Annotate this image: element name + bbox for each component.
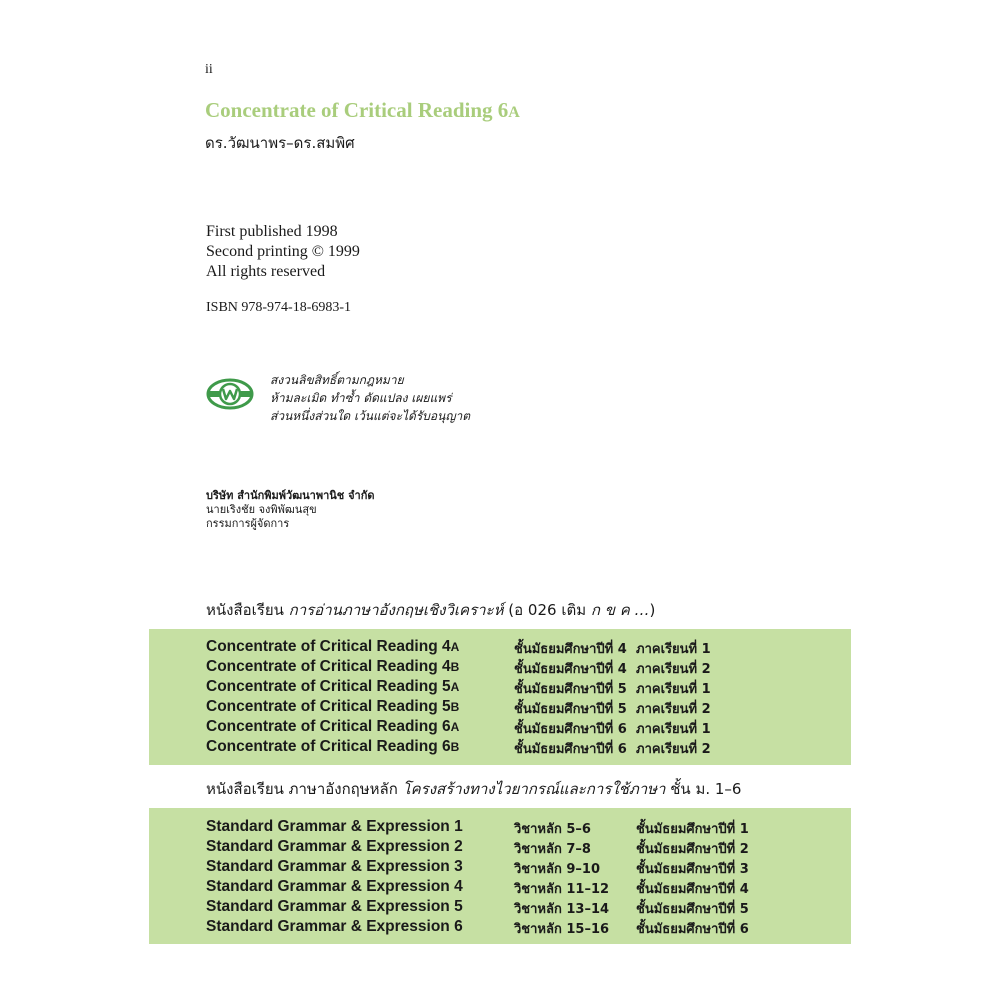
grade-level: ชั้นมัธยมศึกษาปีที่ 1 <box>636 822 749 837</box>
book-name: Concentrate of Critical Reading 5A <box>206 678 460 695</box>
list-item <box>149 718 851 738</box>
book-name: Standard Grammar & Expression 6 <box>206 918 463 935</box>
list-item <box>149 838 851 858</box>
list-item <box>149 878 851 898</box>
grade-level: ชั้นมัธยมศึกษาปีที่ 4 <box>514 642 627 657</box>
section-2-suffix: ชั้น ม. 1–6 <box>665 780 742 798</box>
publisher-logo-icon <box>206 378 254 410</box>
term: ภาคเรียนที่ 1 <box>636 642 711 657</box>
subject-code: วิชาหลัก 15–16 <box>514 922 610 937</box>
grade-level: ชั้นมัธยมศึกษาปีที่ 4 <box>514 662 627 677</box>
copyright-line-2: ห้ามละเมิด ทำซ้ำ ดัดแปลง เผยแพร่ <box>270 391 452 405</box>
page-number: ii <box>205 62 213 77</box>
section-1-italic: การอ่านภาษาอังกฤษเชิงวิเคราะห์ <box>288 601 504 619</box>
list-item <box>149 858 851 878</box>
second-printing: Second printing © 1999 <box>206 243 360 260</box>
section-1-suffix: ) <box>649 601 656 619</box>
list-item <box>149 638 851 658</box>
first-published: First published 1998 <box>206 223 338 240</box>
subject-code: วิชาหลัก 11–12 <box>514 882 610 897</box>
book-name: Concentrate of Critical Reading 6A <box>206 718 460 735</box>
grade-level: ชั้นมัธยมศึกษาปีที่ 5 <box>636 902 749 917</box>
grade-level: ชั้นมัธยมศึกษาปีที่ 5 <box>514 682 627 697</box>
term: ภาคเรียนที่ 1 <box>636 722 711 737</box>
grade-level: ชั้นมัธยมศึกษาปีที่ 6 <box>514 722 627 737</box>
grade-level: ชั้นมัธยมศึกษาปีที่ 4 <box>636 882 749 897</box>
book-title-main: Concentrate of Critical Reading 6 <box>205 98 509 122</box>
book-name: Concentrate of Critical Reading 5B <box>206 698 460 715</box>
subject-code: วิชาหลัก 13–14 <box>514 902 610 917</box>
section-1-list <box>149 629 851 765</box>
book-name: Standard Grammar & Expression 5 <box>206 898 463 915</box>
subject-code: วิชาหลัก 7–8 <box>514 842 591 857</box>
section-1-italic-2: ก ข ค … <box>590 601 650 619</box>
book-title <box>205 98 520 123</box>
publisher-block <box>206 489 375 531</box>
section-2-prefix: หนังสือเรียน ภาษาอังกฤษหลัก <box>206 780 403 798</box>
list-item <box>149 658 851 678</box>
term: ภาคเรียนที่ 2 <box>636 742 711 757</box>
copyright-line-3: ส่วนหนึ่งส่วนใด เว้นแต่จะได้รับอนุญาต <box>270 409 471 423</box>
copyright-line-1: สงวนลิขสิทธิ์ตามกฎหมาย <box>270 373 404 387</box>
publication-info <box>206 222 360 282</box>
list-item <box>149 898 851 918</box>
section-2-heading <box>206 777 741 801</box>
section-1-heading <box>206 598 655 622</box>
term: ภาคเรียนที่ 2 <box>636 662 711 677</box>
grade-level: ชั้นมัธยมศึกษาปีที่ 2 <box>636 842 749 857</box>
subject-code: วิชาหลัก 5–6 <box>514 822 591 837</box>
publisher-person: นายเริงชัย จงพิพัฒนสุข <box>206 503 317 516</box>
book-name: Standard Grammar & Expression 1 <box>206 818 463 835</box>
grade-level: ชั้นมัธยมศึกษาปีที่ 6 <box>636 922 749 937</box>
publisher-company: บริษัท สำนักพิมพ์วัฒนาพานิช จำกัด <box>206 489 375 502</box>
list-item <box>149 678 851 698</box>
term: ภาคเรียนที่ 2 <box>636 702 711 717</box>
book-name: Concentrate of Critical Reading 6B <box>206 738 460 755</box>
isbn: ISBN 978-974-18-6983-1 <box>206 300 352 315</box>
grade-level: ชั้นมัธยมศึกษาปีที่ 5 <box>514 702 627 717</box>
book-name: Standard Grammar & Expression 4 <box>206 878 463 895</box>
list-item <box>149 818 851 838</box>
list-item <box>149 738 851 758</box>
book-name: Concentrate of Critical Reading 4B <box>206 658 460 675</box>
rights-reserved: All rights reserved <box>206 263 326 280</box>
subject-code: วิชาหลัก 9–10 <box>514 862 600 877</box>
book-name: Concentrate of Critical Reading 4A <box>206 638 460 655</box>
authors: ดร.วัฒนาพร–ดร.สมพิศ <box>205 134 355 152</box>
section-1-prefix: หนังสือเรียน <box>206 601 289 619</box>
book-title-suffix: A <box>508 104 520 121</box>
book-name: Standard Grammar & Expression 3 <box>206 858 463 875</box>
section-2-italic: โครงสร้างทางไวยากรณ์และการใช้ภาษา <box>402 780 666 798</box>
grade-level: ชั้นมัธยมศึกษาปีที่ 3 <box>636 862 749 877</box>
list-item <box>149 698 851 718</box>
copyright-notice <box>270 371 470 425</box>
book-name: Standard Grammar & Expression 2 <box>206 838 463 855</box>
publisher-role: กรรมการผู้จัดการ <box>206 517 290 530</box>
section-2-list <box>149 808 851 944</box>
term: ภาคเรียนที่ 1 <box>636 682 711 697</box>
list-item <box>149 918 851 938</box>
section-1-middle: (อ 026 เติม <box>503 601 591 619</box>
grade-level: ชั้นมัธยมศึกษาปีที่ 6 <box>514 742 627 757</box>
